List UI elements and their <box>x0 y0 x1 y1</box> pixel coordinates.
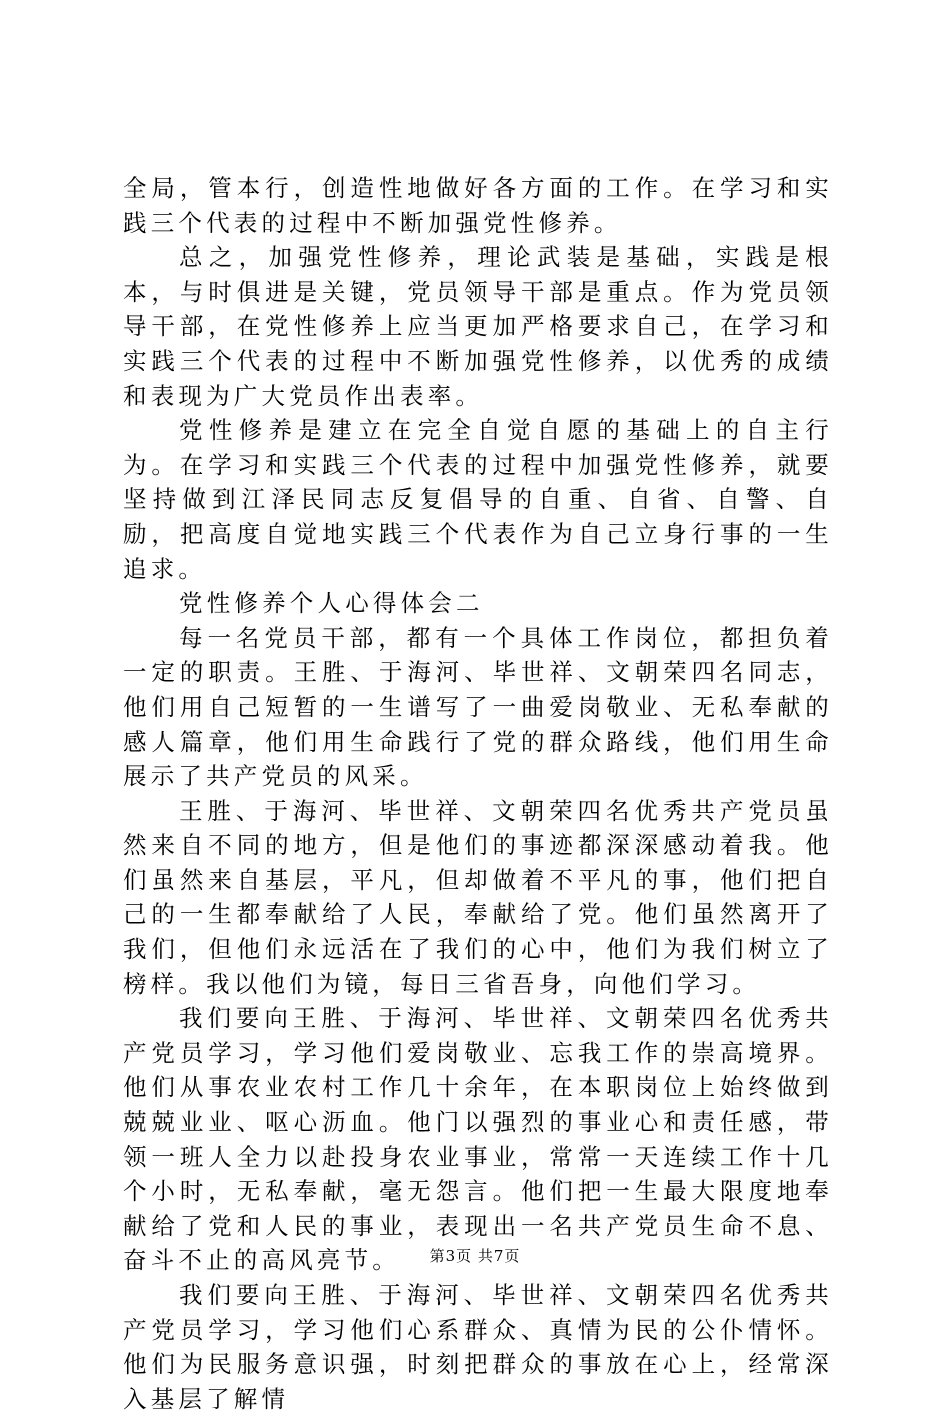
paragraph: 总之，加强党性修养，理论武装是基础，实践是根本，与时俱进是关键，党员领导干部是重点。作为党员领导干部，在党性修养上应当更加严格要求自己，在学习和实践三个代表的过程中不断加强党性修养，以优秀的成绩和表现为广大党员作出表率。 <box>123 243 833 410</box>
paragraph-continuation: 全局，管本行，创造性地做好各方面的工作。在学习和实践三个代表的过程中不断加强党性修养。 <box>123 174 833 237</box>
paragraph: 党性修养是建立在完全自觉自愿的基础上的自主行为。在学习和实践三个代表的过程中加强党性修养，就要坚持做到江泽民同志反复倡导的自重、自省、自警、自励，把高度自觉地实践三个代表作为自己立身行事的一生追求。 <box>123 416 833 583</box>
page-number-footer: 第3页 共7页 <box>429 1247 521 1265</box>
paragraph: 我们要向王胜、于海河、毕世祥、文朝荣四名优秀共产党员学习，学习他们心系群众、真情为民的公仆情怀。他们为民服务意识强，时刻把群众的事放在心上，经常深入基层了解情 <box>123 1281 833 1413</box>
paragraph: 每一名党员干部，都有一个具体工作岗位，都担负着一定的职责。王胜、于海河、毕世祥、文朝荣四名同志，他们用自己短暂的一生谱写了一曲爱岗敬业、无私奉献的感人篇章，他们用生命践行了党的群众路线，他们用生命展示了共产党员的风采。 <box>123 623 833 791</box>
paragraph: 王胜、于海河、毕世祥、文朝荣四名优秀共产党员虽然来自不同的地方，但是他们的事迹都深深感动着我。他们虽然来自基层，平凡，但却做着不平凡的事，他们把自己的一生都奉献给了人民，奉献给了党。他们虽然离开了我们，但他们永远活在了我们的心中，他们为我们树立了榜样。我以他们为镜，每日三省吾身，向他们学习。 <box>123 796 833 998</box>
document-body <box>123 171 833 1416</box>
section-heading: 党性修养个人心得体会二 <box>179 589 484 618</box>
paragraph: 我们要向王胜、于海河、毕世祥、文朝荣四名优秀共产党员学习，学习他们爱岗敬业、忘我工作的崇高境界。他们从事农业农村工作几十余年，在本职岗位上始终做到兢兢业业、呕心沥血。他门以强烈的事业心和责任感，带领一班人全力以赴投身农业事业，常常一天连续工作十几个小时，无私奉献，毫无怨言。他们把一生最大限度地奉献给了党和人民的事业，表现出一名共产党员生命不息、奋斗不止的高风亮节。 <box>123 1004 833 1275</box>
